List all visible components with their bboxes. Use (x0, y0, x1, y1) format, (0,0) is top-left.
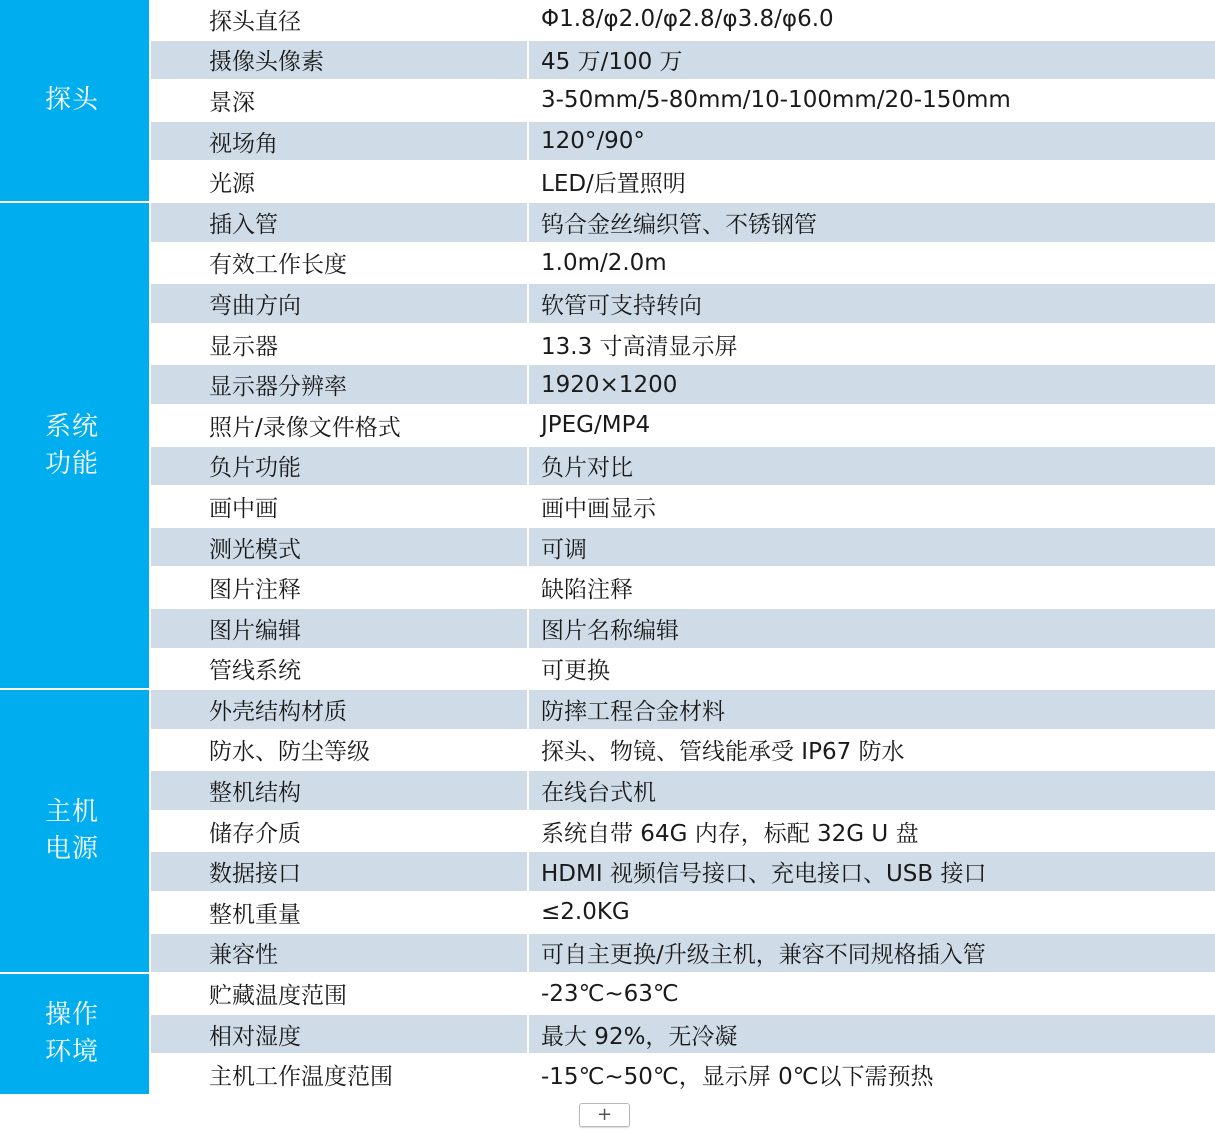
spec-name-cell: 画中画 (150, 486, 528, 527)
table-row (0, 40, 1215, 81)
spec-value-cell: ≤2.0KG (528, 892, 1215, 933)
table-row (0, 202, 1215, 243)
spec-name-cell: 图片注释 (150, 567, 528, 608)
table-row (0, 486, 1215, 527)
section-category-cell (0, 689, 150, 973)
spec-value-cell: 可自主更换/升级主机，兼容不同规格插入管 (528, 933, 1215, 974)
spec-value-cell: 最大 92%，无冷凝 (528, 1014, 1215, 1055)
spec-value-cell: 缺陷注释 (528, 567, 1215, 608)
spec-value-cell: 1.0m/2.0m (528, 243, 1215, 284)
spec-name-cell: 显示器分辨率 (150, 364, 528, 405)
spec-name-cell: 负片功能 (150, 446, 528, 487)
spec-value-cell: 1920×1200 (528, 364, 1215, 405)
table-row (0, 973, 1215, 1014)
spec-name-cell: 探头直径 (150, 0, 528, 40)
table-row (0, 283, 1215, 324)
table-row (0, 892, 1215, 933)
spec-name-cell: 贮藏温度范围 (150, 973, 528, 1014)
spec-name-cell: 储存介质 (150, 811, 528, 852)
spec-value-cell: 在线台式机 (528, 770, 1215, 811)
spec-name-cell: 照片/录像文件格式 (150, 405, 528, 446)
add-row-button[interactable]: + (579, 1103, 630, 1127)
table-row (0, 689, 1215, 730)
spec-name-cell: 整机结构 (150, 770, 528, 811)
spec-value-cell: -15℃~50℃，显示屏 0℃以下需预热 (528, 1054, 1215, 1095)
spec-name-cell: 景深 (150, 80, 528, 121)
spec-value-cell: HDMI 视频信号接口、充电接口、USB 接口 (528, 851, 1215, 892)
section-category-label: 主机电源 (45, 797, 100, 865)
spec-value-cell: 画中画显示 (528, 486, 1215, 527)
spec-value-cell: JPEG/MP4 (528, 405, 1215, 446)
spec-value-cell: 可调 (528, 527, 1215, 568)
table-row (0, 649, 1215, 690)
table-row (0, 446, 1215, 487)
table-row (0, 608, 1215, 649)
spec-value-cell: 120°/90° (528, 121, 1215, 162)
spec-name-cell: 图片编辑 (150, 608, 528, 649)
spec-value-cell: LED/后置照明 (528, 161, 1215, 202)
table-row (0, 527, 1215, 568)
table-row (0, 121, 1215, 162)
spec-name-cell: 数据接口 (150, 851, 528, 892)
spec-name-cell: 显示器 (150, 324, 528, 365)
spec-value-cell: 软管可支持转向 (528, 283, 1215, 324)
spec-value-cell: 13.3 寸高清显示屏 (528, 324, 1215, 365)
table-row (0, 1054, 1215, 1095)
spec-name-cell: 有效工作长度 (150, 243, 528, 284)
spec-name-cell: 防水、防尘等级 (150, 730, 528, 771)
spec-name-cell: 视场角 (150, 121, 528, 162)
spec-name-cell: 外壳结构材质 (150, 689, 528, 730)
table-row (0, 405, 1215, 446)
table-row (0, 364, 1215, 405)
table-row (0, 851, 1215, 892)
section-category-cell (0, 973, 150, 1095)
spec-value-cell: 防摔工程合金材料 (528, 689, 1215, 730)
table-row (0, 730, 1215, 771)
spec-name-cell: 相对湿度 (150, 1014, 528, 1055)
spec-name-cell: 弯曲方向 (150, 283, 528, 324)
table-row (0, 0, 1215, 40)
section-category-cell (0, 202, 150, 689)
spec-name-cell: 测光模式 (150, 527, 528, 568)
table-row (0, 770, 1215, 811)
table-row (0, 80, 1215, 121)
spec-name-cell: 插入管 (150, 202, 528, 243)
spec-value-cell: 3-50mm/5-80mm/10-100mm/20-150mm (528, 80, 1215, 121)
spec-value-cell: 45 万/100 万 (528, 40, 1215, 81)
spec-name-cell: 管线系统 (150, 649, 528, 690)
section-category-label: 系统功能 (45, 411, 100, 479)
spec-name-cell: 主机工作温度范围 (150, 1054, 528, 1095)
spec-value-cell: Φ1.8/φ2.0/φ2.8/φ3.8/φ6.0 (528, 0, 1215, 40)
spec-value-cell: 可更换 (528, 649, 1215, 690)
table-row (0, 324, 1215, 365)
spec-name-cell: 整机重量 (150, 892, 528, 933)
spec-value-cell: 钨合金丝编织管、不锈钢管 (528, 202, 1215, 243)
spec-value-cell: 系统自带 64G 内存，标配 32G U 盘 (528, 811, 1215, 852)
spec-name-cell: 兼容性 (150, 933, 528, 974)
table-row (0, 933, 1215, 974)
table-row (0, 161, 1215, 202)
spec-value-cell: -23℃~63℃ (528, 973, 1215, 1014)
table-row (0, 243, 1215, 284)
section-category-label: 探头 (45, 84, 100, 115)
table-row (0, 567, 1215, 608)
spec-value-cell: 探头、物镜、管线能承受 IP67 防水 (528, 730, 1215, 771)
table-row (0, 1014, 1215, 1055)
section-category-label: 操作环境 (45, 1000, 100, 1068)
spec-name-cell: 摄像头像素 (150, 40, 528, 81)
section-category-cell (0, 0, 150, 202)
table-row (0, 811, 1215, 852)
spec-value-cell: 负片对比 (528, 446, 1215, 487)
spec-value-cell: 图片名称编辑 (528, 608, 1215, 649)
spec-name-cell: 光源 (150, 161, 528, 202)
